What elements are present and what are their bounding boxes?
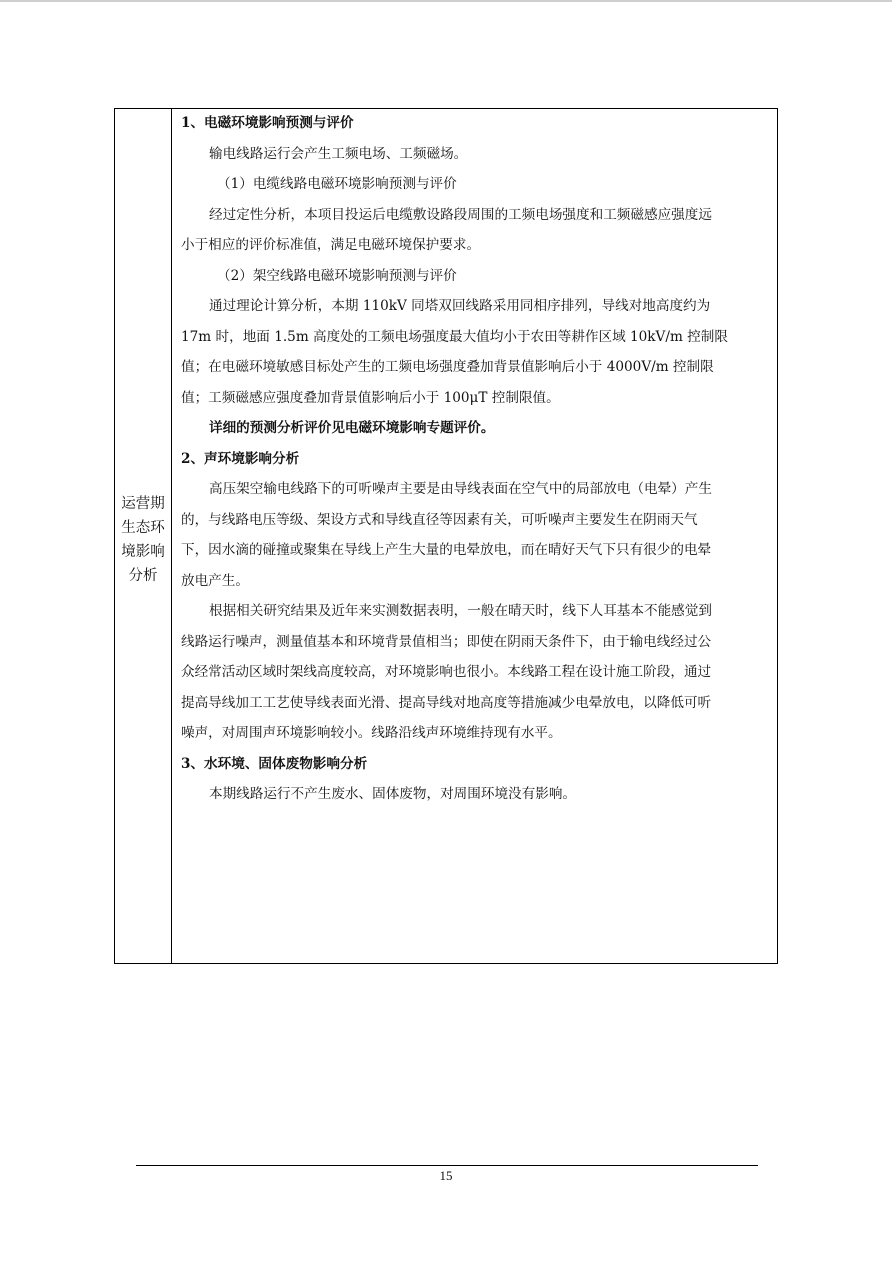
row-label-line: 分析 [128, 568, 158, 584]
paragraph-line: 提高导线加工工艺使导线表面光滑、提高导线对地高度等措施减少电晕放电，以降低可听 [181, 694, 712, 711]
row-label-line: 运营期 [121, 496, 165, 512]
paragraph-line: 下，因水滴的碰撞或聚集在导线上产生大量的电晕放电，而在晴好天气下只有很少的电晕 [181, 542, 712, 558]
subsection-heading: （2）架空线路电磁环境影响预测与评价 [217, 267, 457, 284]
page-number: 15 [439, 1168, 453, 1183]
emphasis-line: 详细的预测分析评价见电磁环境影响专题评价。 [209, 420, 495, 436]
row-label [115, 492, 171, 588]
row-label-line: 境影响 [121, 544, 165, 560]
paragraph-line: 输电线路运行会产生工频电场、工频磁场。 [209, 145, 468, 162]
section-heading: 1、电磁环境影响预测与评价 [181, 115, 354, 131]
footer-divider [136, 1165, 758, 1166]
row-label-line: 生态环 [121, 520, 165, 536]
paragraph-line: 本期线路运行不产生废水、固体废物，对周围环境没有影响。 [209, 786, 577, 802]
paragraph-line: 通过理论计算分析，本期 110kV 同塔双回线路采用同相序排列，导线对地高度约为 [209, 298, 711, 314]
table-left-cell [115, 109, 172, 963]
subsection-heading: （1）电缆线路电磁环境影响预测与评价 [217, 176, 457, 192]
paragraph-line: 的，与线路电压等级、架设方式和导线直径等因素有关，可听噪声主要发生在阴雨天气 [181, 511, 698, 528]
paragraph-line: 17m 时，地面 1.5m 高度处的工频电场强度最大值均小于农田等耕作区域 10kV/m 控制限 [181, 328, 728, 345]
paragraph-line: 值；在电磁环境敏感目标处产生的工频电场强度叠加背景值影响后小于 4000V/m 控制限 [181, 359, 714, 375]
paragraph-line: 众经常活动区域时架线高度较高，对环境影响也很小。本线路工程在设计施工阶段，通过 [181, 664, 712, 680]
paragraph-line: 噪声，对周围声环境影响较小。线路沿线声环境维持现有水平。 [181, 725, 562, 741]
assessment-table [114, 108, 778, 964]
top-edge-line [0, 0, 892, 2]
paragraph-line: 线路运行噪声，测量值基本和环境背景值相当；即使在阴雨天条件下，由于输电线经过公 [181, 633, 712, 650]
paragraph-line: 值；工频磁感应强度叠加背景值影响后小于 100μT 控制限值。 [181, 389, 560, 406]
paragraph-line: 高压架空输电线路下的可听噪声主要是由导线表面在空气中的局部放电（电晕）产生 [209, 481, 712, 497]
paragraph-line: 根据相关研究结果及近年来实测数据表明，一般在晴天时，线下人耳基本不能感觉到 [209, 603, 712, 619]
paragraph-line: 经过定性分析，本项目投运后电缆敷设路段周围的工频电场强度和工频磁感应强度远 [209, 206, 712, 223]
paragraph-line: 放电产生。 [181, 572, 249, 589]
table-content-cell [181, 108, 773, 810]
paragraph-line: 小于相应的评价标准值，满足电磁环境保护要求。 [181, 237, 481, 253]
section-heading: 3、水环境、固体废物影响分析 [181, 755, 368, 772]
section-heading: 2、声环境影响分析 [181, 450, 300, 467]
